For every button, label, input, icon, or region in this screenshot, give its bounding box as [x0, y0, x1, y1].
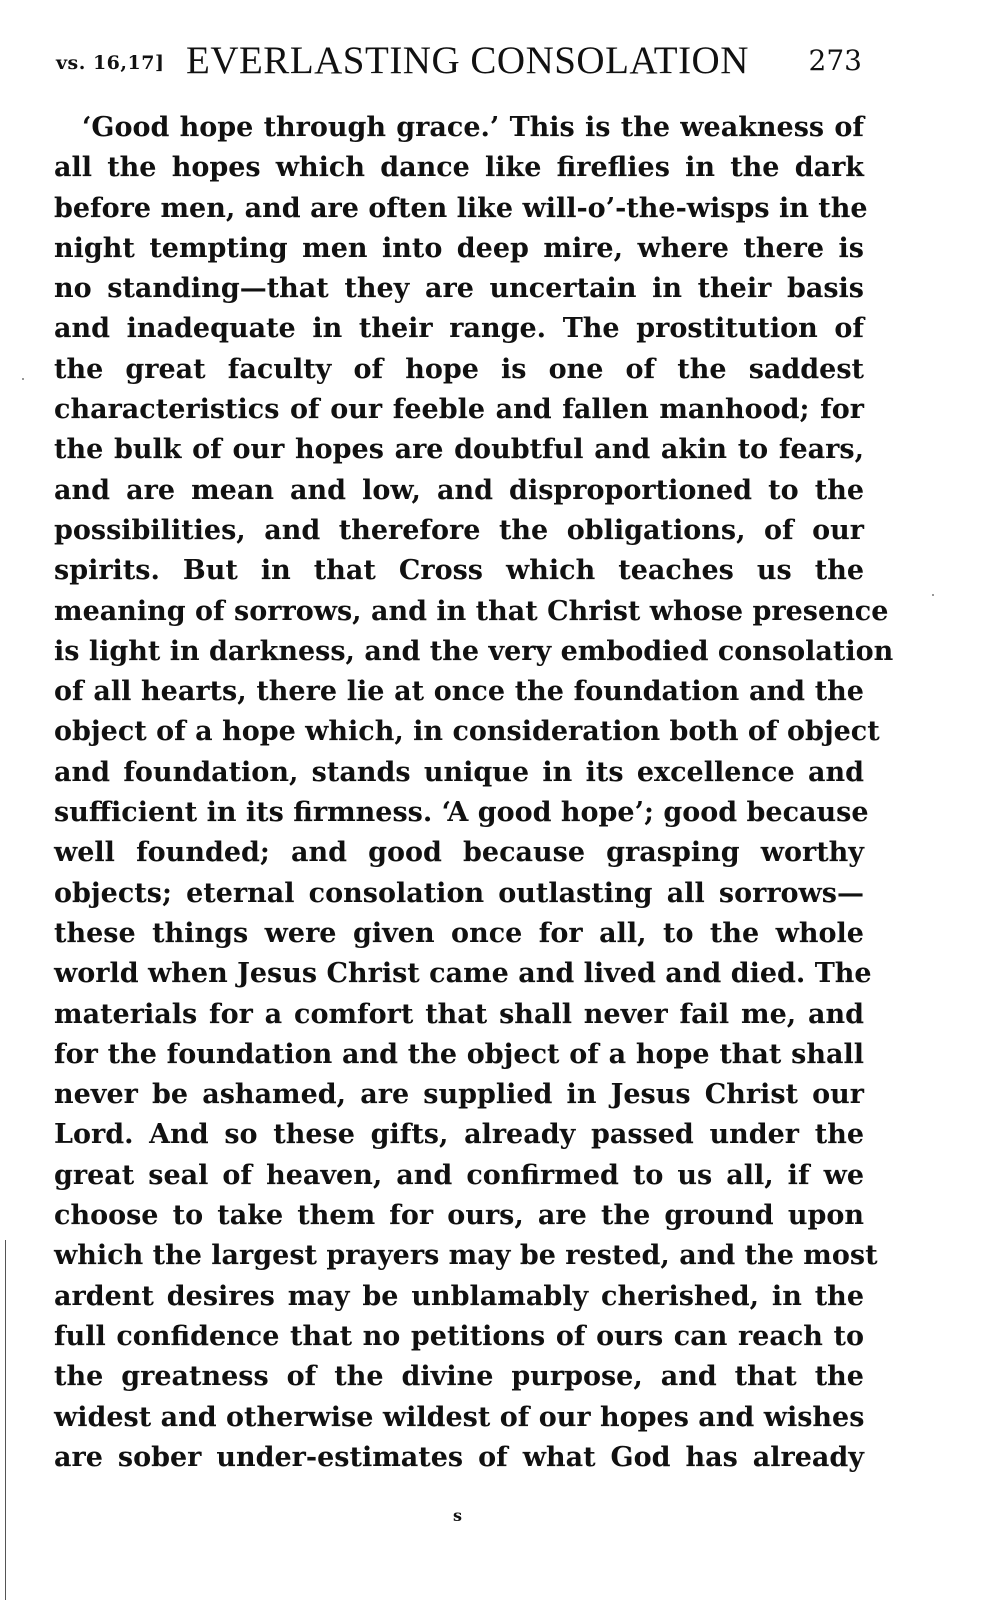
text-line: and inadequate in their range. The prostitution of [54, 313, 864, 345]
text-line: ardent desires may be unblamably cherished, in the [54, 1280, 864, 1312]
text-line: world when Jesus Christ came and lived and died. The [54, 958, 872, 990]
text-line: of all hearts, there lie at once the foundation and the [54, 676, 864, 708]
text-line: the great faculty of hope is one of the saddest [54, 353, 864, 385]
text-line: no standing—that they are uncertain in their basis [54, 273, 864, 305]
text-line: well founded; and good because grasping worthy [54, 837, 864, 869]
text-line: these things were given once for all, to the whole [54, 917, 864, 949]
running-title: EVERLASTING CONSOLATION [186, 39, 749, 82]
text-line: materials for a comfort that shall never fail me, and [54, 998, 864, 1030]
text-line: for the foundation and the object of a hope that shall [54, 1038, 864, 1070]
text-line: and foundation, stands unique in its excellence and [54, 756, 864, 788]
body-paragraph [54, 108, 894, 1478]
text-line: never be ashamed, are supplied in Jesus Christ our [54, 1079, 864, 1111]
text-line: widest and otherwise wildest of our hopes and wishes [54, 1401, 865, 1433]
text-line: are sober under-estimates of what God has already [54, 1441, 864, 1473]
text-line: characteristics of our feeble and fallen manhood; for [54, 394, 864, 426]
text-line: possibilities, and therefore the obligations, of our [54, 514, 864, 546]
text-line: sufficient in its firmness. ‘A good hope’; good because [54, 797, 869, 829]
signature-mark: s [453, 1506, 463, 1525]
text-line: meaning of sorrows, and in that Christ whose presence [54, 595, 889, 627]
text-line: ‘Good hope through grace.’ This is the weakness of [82, 112, 864, 143]
scan-speck [932, 594, 934, 596]
text-line: night tempting men into deep mire, where there is [54, 232, 864, 264]
text-line: all the hopes which dance like fireflies in the dark [54, 152, 864, 184]
text-line: before men, and are often like will-o’-the-wisps in the [54, 192, 868, 224]
text-line: full confidence that no petitions of ours can reach to [54, 1320, 864, 1352]
scan-edge-line [5, 1240, 6, 1600]
text-line: which the largest prayers may be rested, and the most [54, 1240, 878, 1272]
text-line: spirits. But in that Cross which teaches us the [54, 555, 864, 587]
verse-reference: vs. 16,17] [56, 52, 165, 74]
text-line: the bulk of our hopes are doubtful and akin to fears, [54, 434, 864, 466]
scan-speck [22, 378, 24, 380]
text-line: great seal of heaven, and confirmed to us all, if we [54, 1159, 864, 1191]
page-number: 273 [808, 44, 862, 77]
text-line: the greatness of the divine purpose, and that the [54, 1361, 864, 1393]
text-line: and are mean and low, and disproportioned to the [54, 474, 864, 506]
running-head [56, 38, 862, 88]
text-line: is light in darkness, and the very embodied consolation [54, 635, 894, 667]
text-line: object of a hope which, in consideration both of object [54, 716, 880, 748]
text-line: Lord. And so these gifts, already passed under the [54, 1119, 864, 1151]
text-line: objects; eternal consolation outlasting all sorrows— [54, 877, 864, 909]
text-line: choose to take them for ours, are the ground upon [54, 1200, 864, 1232]
